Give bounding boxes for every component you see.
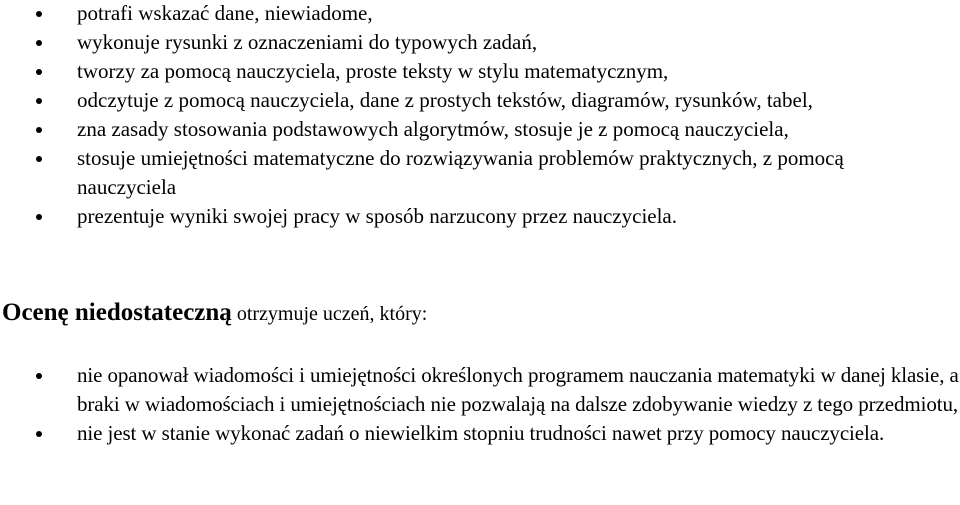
failing-criteria-list <box>0 361 960 448</box>
list-item-text: wykonuje rysunki z oznaczeniami do typowych zadań, <box>77 30 538 54</box>
bullet-icon <box>36 11 42 17</box>
list-item <box>0 115 910 144</box>
bullet-icon <box>36 214 42 220</box>
heading-grade: Ocenę niedostateczną <box>2 299 232 326</box>
list-item-text: odczytuje z pomocą nauczyciela, dane z prostych tekstów, diagramów, rysunków, tabel, <box>77 88 813 112</box>
bullet-icon <box>36 40 42 46</box>
bullet-icon <box>36 69 42 75</box>
section-heading <box>2 297 427 330</box>
list-item-text: stosuje umiejętności matematyczne do rozwiązywania problemów praktycznych, z pomocą nauczyciela <box>77 146 844 199</box>
list-item <box>0 202 910 231</box>
list-item-text: prezentuje wyniki swojej pracy w sposób narzucony przez nauczyciela. <box>77 204 678 228</box>
list-item <box>0 419 940 448</box>
list-item <box>0 57 910 86</box>
bullet-icon <box>36 98 42 104</box>
list-item <box>0 0 910 28</box>
heading-rest: otrzymuje uczeń, który: <box>231 303 428 325</box>
list-item <box>0 361 960 419</box>
list-item-text: potrafi wskazać dane, niewiadome, <box>77 1 373 25</box>
list-item <box>0 86 897 115</box>
list-item-text: tworzy za pomocą nauczyciela, proste teksty w stylu matematycznym, <box>77 59 669 83</box>
bullet-icon <box>36 431 42 437</box>
requirements-list <box>0 0 910 231</box>
bullet-icon <box>36 127 42 133</box>
list-item-text: nie opanował wiadomości i umiejętności określonych programem nauczania matematyki w danej klasie, a braki w wiadomościach i umiejętnościach nie pozwalają na dalsze zdobywanie wiedzy z tego przedmiotu, <box>77 363 959 416</box>
list-item-text: zna zasady stosowania podstawowych algorytmów, stosuje je z pomocą nauczyciela, <box>77 117 789 141</box>
list-item <box>0 144 940 202</box>
list-item <box>0 28 910 57</box>
list-item-text: nie jest w stanie wykonać zadań o niewielkim stopniu trudności nawet przy pomocy nauczyciela. <box>77 421 885 445</box>
bullet-icon <box>36 156 42 162</box>
bullet-icon <box>36 373 42 379</box>
